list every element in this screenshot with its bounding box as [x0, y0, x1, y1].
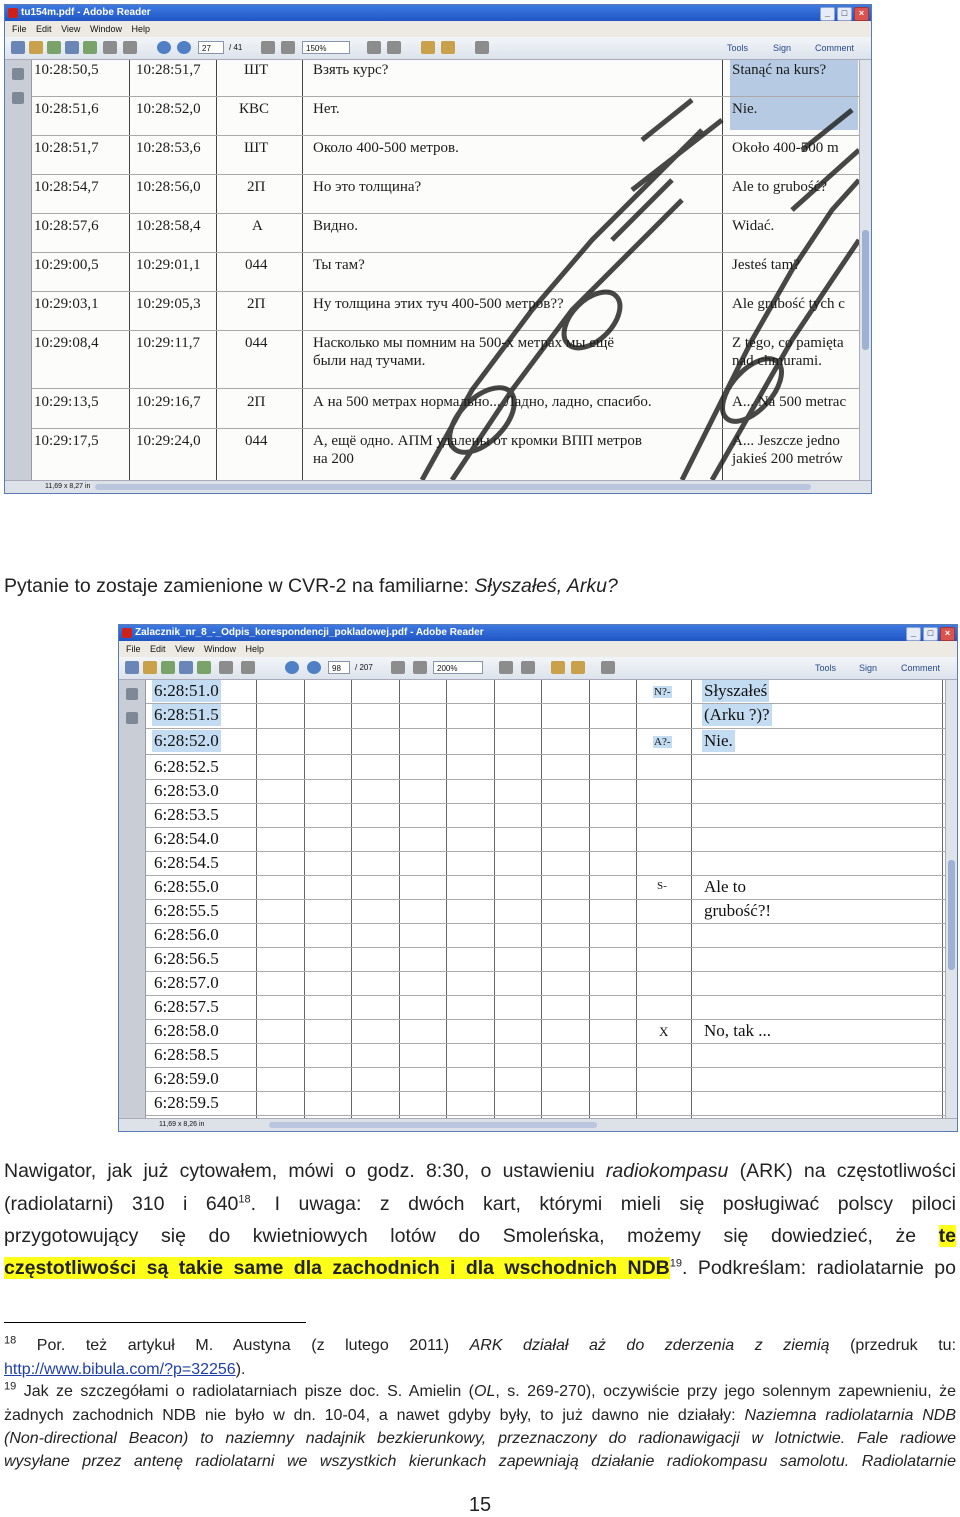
time-end: 10:28:58,4	[136, 218, 201, 234]
time-end: 10:28:56,0	[136, 179, 201, 195]
footnote-ref-18[interactable]: 18	[238, 1193, 251, 1206]
page-total: / 41	[229, 43, 243, 52]
window-title: Zalacznik_nr_8_-_Odpis_korespondencji_pokladowej.pdf - Adobe Reader	[135, 627, 484, 638]
zoom-in-icon[interactable]	[413, 661, 427, 674]
highlight-icon[interactable]	[441, 41, 455, 54]
row-separator	[146, 899, 945, 900]
row-separator	[146, 1019, 945, 1020]
speaker: 2П	[247, 179, 266, 195]
speaker: ШТ	[244, 62, 269, 78]
print-icon[interactable]	[219, 661, 233, 674]
quote-text: Słyszałeś, Arku?	[474, 575, 618, 597]
time-start: 10:28:50,5	[34, 62, 99, 78]
zoom-out-icon[interactable]	[391, 661, 405, 674]
russian-text: А на 500 метрах нормально... Ладно, ладно, спасибо.	[313, 394, 652, 410]
time-end: 10:28:53,6	[136, 140, 201, 156]
utterance-text: Słyszałeś	[704, 681, 768, 700]
footnote-19-line-3: (Non-directional Beacon) to naziemny nadajnik bezkierunkowy, przeznaczony do radionawigacji w lotnictwie. Fale radiowe	[4, 1430, 956, 1447]
speaker-label: N?-	[654, 686, 671, 698]
paragraph-line-2: (radiolatarni) 310 i $640^{18}$. I uwaga: z dwóch kart, którymi mieli się posługiwać polscy piloci	[4, 1193, 956, 1215]
time-end: 10:29:16,7	[136, 394, 201, 410]
time-cell: 6:28:59.0	[154, 1069, 219, 1088]
toolbar	[5, 37, 871, 60]
toolbar	[119, 657, 957, 680]
time-cell: 6:28:54.5	[154, 853, 219, 872]
utterance-text: grubość?!	[704, 901, 772, 920]
print-icon[interactable]	[103, 41, 117, 54]
highlighted-text: te	[938, 1225, 957, 1247]
time-end: 10:29:01,1	[136, 257, 201, 273]
russian-text: Взять курс?	[313, 62, 389, 78]
utterance-text: No, tak ...	[704, 1021, 772, 1040]
polish-text: Ale to grubość?	[732, 179, 827, 195]
time-start: 10:28:57,6	[34, 218, 99, 234]
speaker-label: X	[659, 1024, 669, 1039]
menu-bar	[119, 641, 957, 657]
menu-view[interactable]: View	[175, 644, 195, 654]
previous-page-icon[interactable]	[285, 661, 299, 674]
title-bar	[119, 625, 957, 641]
fit-page-icon[interactable]	[499, 661, 513, 674]
time-start: 10:29:17,5	[34, 433, 99, 449]
time-cell: 6:28:51.0	[154, 681, 219, 700]
close-button[interactable]: ×	[940, 627, 955, 641]
russian-text: А, ещё одно. АПМ удалены от кромки ВПП метров	[313, 433, 642, 449]
menu-view[interactable]: View	[61, 24, 81, 34]
time-cell: 6:28:59.5	[154, 1093, 219, 1112]
menu-file[interactable]: File	[126, 644, 141, 654]
row-separator	[146, 875, 945, 876]
vertical-scrollbar[interactable]	[945, 680, 957, 1119]
row-separator	[146, 827, 945, 828]
row-separator	[146, 703, 945, 704]
title-bar	[5, 5, 871, 21]
paragraph-line-1: Nawigator, jak już cytowałem, mówi o godz. 8:30, o ustawieniu radiokompasu (ARK) na częstotliwości	[4, 1160, 956, 1182]
email-icon[interactable]	[241, 661, 255, 674]
comment-pane-link[interactable]: Comment	[815, 43, 855, 53]
speaker: КВС	[239, 101, 270, 117]
time-cell: 6:28:58.0	[154, 1021, 219, 1040]
paragraph-line-3: przygotowujący się do kwietniowych lotów do Smoleńska, możemy się dowiedzieć, że te	[4, 1225, 957, 1247]
polish-text: nad chmurami.	[732, 353, 822, 369]
page-total: / 207	[355, 663, 373, 672]
speaker: 044	[245, 335, 268, 351]
comment-icon[interactable]	[551, 661, 565, 674]
speaker: 044	[245, 433, 268, 449]
maximize-button[interactable]: □	[837, 7, 852, 21]
polish-text: jakieś 200 metrów	[732, 451, 843, 467]
page-size: 11,69 x 8,26 in	[159, 1121, 205, 1128]
page-number-input[interactable]: 98	[328, 661, 350, 674]
highlight-icon[interactable]	[571, 661, 585, 674]
menu-bar	[5, 21, 871, 37]
row-separator	[146, 1091, 945, 1092]
open-icon[interactable]	[11, 41, 25, 54]
fit-width-icon[interactable]	[521, 661, 535, 674]
row-separator	[146, 971, 945, 972]
attachments-icon[interactable]	[12, 92, 24, 104]
vertical-scrollbar[interactable]	[859, 60, 871, 481]
polish-text: A... Na 500 metrac	[732, 394, 847, 410]
polish-text: Jesteś tam?	[732, 257, 800, 273]
menu-help[interactable]: Help	[245, 644, 264, 654]
zoom-out-icon[interactable]	[261, 41, 275, 54]
footnote-separator	[4, 1322, 306, 1323]
time-end: 10:29:11,7	[136, 335, 201, 351]
open-icon[interactable]	[125, 661, 139, 674]
tools-pane-link[interactable]: Tools	[727, 43, 749, 53]
share-icon[interactable]	[197, 661, 211, 674]
adobe-reader-window-2	[118, 624, 958, 1132]
fit-page-icon[interactable]	[367, 41, 381, 54]
sign-pane-link[interactable]: Sign	[773, 43, 792, 53]
polish-text: Nie.	[732, 101, 758, 117]
row-separator	[146, 1043, 945, 1044]
time-cell: 6:28:53.5	[154, 805, 219, 824]
row-separator	[146, 947, 945, 948]
page-number: 15	[468, 1494, 492, 1516]
menu-edit[interactable]: Edit	[36, 24, 52, 34]
footnote-19-line-2: żadnych zachodnich NDB nie było w dn. 10-04, a nawet gdyby były, to już dawno nie działały: Naziemna radiolatarnia NDB	[4, 1407, 957, 1424]
russian-text: Около 400-500 метров.	[313, 140, 459, 156]
next-page-icon[interactable]	[177, 41, 191, 54]
time-end: 10:28:51,7	[136, 62, 201, 78]
save-icon[interactable]	[65, 41, 79, 54]
time-start: 10:29:00,5	[34, 257, 99, 273]
time-end: 10:29:05,3	[136, 296, 201, 312]
scroll-thumb[interactable]	[862, 230, 869, 350]
speaker: 2П	[247, 296, 266, 312]
time-cell: 6:28:52.5	[154, 757, 219, 776]
document-page	[146, 680, 945, 1119]
status-bar	[119, 1118, 957, 1131]
expand-icon[interactable]	[601, 661, 615, 674]
time-end: 10:29:24,0	[136, 433, 201, 449]
time-start: 10:29:13,5	[34, 394, 99, 410]
sign-pane-link[interactable]: Sign	[859, 663, 878, 673]
time-cell: 6:28:51.5	[154, 705, 219, 724]
highlighted-text: częstotliwości są takie same dla zachodnich i dla wschodnich NDB	[4, 1257, 670, 1279]
footnote-19-line-4: wysyłane przez antenę radiolatarni we wszystkich kierunkach zapewniają działanie radiokompasu samolotu. Radiolatarnie	[4, 1453, 956, 1470]
zoom-select[interactable]: 200%	[433, 661, 483, 674]
row-separator	[146, 995, 945, 996]
row-separator	[146, 754, 945, 755]
paragraph-line-4: częstotliwości są takie same dla zachodnich i dla wschodnich NDB$^{19}$. Podkreślam: radiolatarnie po	[4, 1257, 956, 1279]
create-icon[interactable]	[29, 41, 43, 54]
menu-window[interactable]: Window	[203, 644, 236, 654]
stamp-watermark	[32, 60, 859, 481]
time-start: 10:28:51,6	[34, 101, 99, 117]
save-icon[interactable]	[179, 661, 193, 674]
russian-text: Ты там?	[313, 257, 365, 273]
previous-page-icon[interactable]	[157, 41, 171, 54]
polish-text: Około 400-500 m	[732, 140, 839, 156]
bibula-link[interactable]: http://www.bibula.com/?p=32256	[4, 1361, 236, 1378]
share-icon[interactable]	[83, 41, 97, 54]
row-separator	[146, 728, 945, 729]
speaker-label: S-	[657, 880, 667, 892]
time-cell: 6:28:56.0	[154, 925, 219, 944]
navigation-pane	[119, 680, 146, 1119]
time-cell: 6:28:53.0	[154, 781, 219, 800]
utterance-text: Nie.	[704, 731, 733, 750]
page-number-input[interactable]: 27	[198, 41, 224, 54]
pages-panel-icon[interactable]	[126, 688, 138, 700]
page-size: 11,69 x 8,27 in	[45, 483, 91, 490]
russian-text: на 200	[313, 451, 354, 467]
time-cell: 6:28:55.5	[154, 901, 219, 920]
edit-icon[interactable]	[161, 661, 175, 674]
menu-help[interactable]: Help	[131, 24, 150, 34]
horizontal-scrollbar[interactable]	[269, 1122, 597, 1128]
row-separator	[146, 1067, 945, 1068]
russian-text: Насколько мы помним на 500-х метрах мы ещё	[313, 335, 615, 351]
attachments-icon[interactable]	[126, 712, 138, 724]
menu-edit[interactable]: Edit	[150, 644, 166, 654]
speaker: А	[252, 218, 263, 234]
russian-text: Но это толщина?	[313, 179, 422, 195]
time-cell: 6:28:56.5	[154, 949, 219, 968]
zoom-select[interactable]: 150%	[302, 41, 350, 54]
edit-icon[interactable]	[47, 41, 61, 54]
time-cell: 6:28:57.5	[154, 997, 219, 1016]
polish-text: A... Jeszcze jedno	[732, 433, 840, 449]
pages-panel-icon[interactable]	[12, 68, 24, 80]
row-separator	[146, 803, 945, 804]
russian-text: Нет.	[313, 101, 340, 117]
footnote-18-link-line: http://www.bibula.com/?p=32256).	[4, 1361, 246, 1378]
footnote-ref-19[interactable]: 19	[669, 1257, 682, 1270]
fit-width-icon[interactable]	[387, 41, 401, 54]
expand-icon[interactable]	[475, 41, 489, 54]
window-title: tu154m.pdf - Adobe Reader	[21, 7, 151, 18]
time-cell: 6:28:57.0	[154, 973, 219, 992]
time-cell: 6:28:58.5	[154, 1045, 219, 1064]
time-cell: 6:28:55.0	[154, 877, 219, 896]
row-separator	[146, 851, 945, 852]
time-end: 10:28:52,0	[136, 101, 201, 117]
zoom-in-icon[interactable]	[281, 41, 295, 54]
time-start: 10:29:03,1	[34, 296, 99, 312]
adobe-reader-window-1	[4, 4, 872, 494]
speaker: 2П	[247, 394, 266, 410]
maximize-button[interactable]: □	[923, 627, 938, 641]
close-button[interactable]: ×	[854, 7, 869, 21]
menu-window[interactable]: Window	[89, 24, 122, 34]
polish-text: Ale grubość tych c	[732, 296, 845, 312]
polish-text: Z tego, co pamięta	[732, 335, 844, 351]
utterance-text: Ale to	[704, 877, 747, 896]
footnote-18: $^{18}$ Por. też artykuł M. Austyna (z lutego 2011) ARK działał aż do zderzenia z ziemią (przedruk tu:	[4, 1334, 957, 1354]
russian-text: Ну толщина этих туч 400-500 метров??	[313, 296, 564, 312]
speaker-label: A?-	[654, 736, 671, 748]
status-bar	[5, 480, 871, 493]
tools-pane-link[interactable]: Tools	[815, 663, 837, 673]
horizontal-scrollbar[interactable]	[95, 484, 811, 490]
speaker: 044	[245, 257, 268, 273]
russian-text: Видно.	[313, 218, 358, 234]
email-icon[interactable]	[123, 41, 137, 54]
menu-file[interactable]: File	[12, 24, 27, 34]
scroll-thumb[interactable]	[948, 860, 955, 970]
minimize-button[interactable]: _	[820, 7, 835, 21]
time-cell: 6:28:54.0	[154, 829, 219, 848]
next-page-icon[interactable]	[307, 661, 321, 674]
minimize-button[interactable]: _	[906, 627, 921, 641]
comment-pane-link[interactable]: Comment	[901, 663, 941, 673]
create-icon[interactable]	[143, 661, 157, 674]
polish-text: Widać.	[732, 218, 775, 234]
russian-text: были над тучами.	[313, 353, 426, 369]
adobe-reader-icon	[8, 8, 18, 18]
navigation-pane	[5, 60, 32, 481]
row-separator	[146, 923, 945, 924]
row-separator	[146, 779, 945, 780]
utterance-text: (Arku ?)?	[704, 705, 770, 724]
time-start: 10:28:51,7	[34, 140, 99, 156]
adobe-reader-icon	[122, 628, 132, 638]
time-start: 10:29:08,4	[34, 335, 99, 351]
polish-text: Stanąć na kurs?	[732, 62, 827, 78]
document-page	[32, 60, 859, 481]
row-separator	[146, 1115, 945, 1116]
speaker: ШТ	[244, 140, 269, 156]
comment-icon[interactable]	[421, 41, 435, 54]
time-start: 10:28:54,7	[34, 179, 99, 195]
paragraph-intro	[4, 570, 956, 603]
time-cell: 6:28:52.0	[154, 731, 219, 750]
paragraph-text: Pytanie to zostaje zamienione w CVR-2 na familiarne:	[4, 575, 475, 597]
footnote-19: $^{19}$ Jak ze szczegółami o radiolatarniach pisze doc. S. Amielin (OL, s. 269-270), oczywiście przy jego solennym zapewnieniu, że	[4, 1380, 956, 1400]
